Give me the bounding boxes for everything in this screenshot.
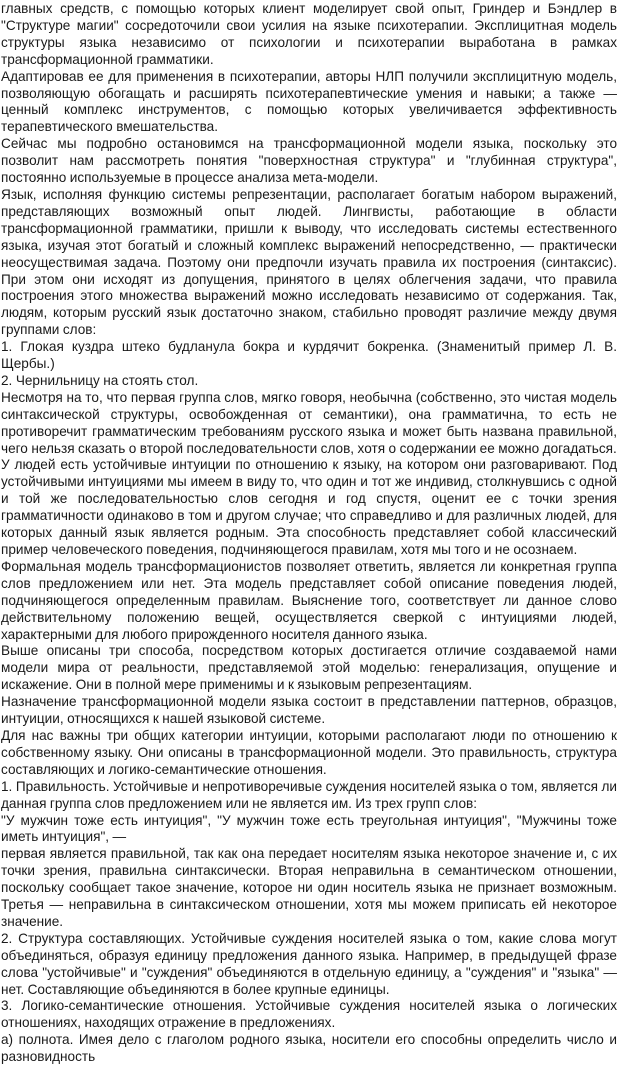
paragraph-three-categories: Для нас важны три общих категории интуиции, которыми располагают люди по отношению к собственному языку. Они описаны в трансформационной модели. Это правильность, структура составляющих и логико-семантические отношения. bbox=[1, 727, 617, 777]
paragraph-intro: главных средств, с помощью которых клиент моделирует свой опыт, Гриндер и Бэндлер в "Структуре магии" сосредоточили свои усилия на языке психотерапии. Эксплицитная модель структуры языка независимо от психологии и психотерапии выработана в рамках трансформационной грамматики. bbox=[1, 1, 617, 67]
paragraph-example-sentences: "У мужчин тоже есть интуиция", "У мужчин тоже есть треугольная интуиция", "Мужчины тоже иметь интуиция", — bbox=[1, 812, 617, 845]
paragraph-three-ways: Выше описаны три способа, посредством которых достигается отличие создаваемой нами модели мира от реальности, представляемой этой моделью: генерализация, опущение и искажение. Они в полной мере применимы и к языковым репрезентациям. bbox=[1, 643, 617, 693]
paragraph-grammaticality: Несмотря на то, что первая группа слов, мягко говоря, необычна (собственно, это чистая модель синтаксической структуры, освобожденная от семантики), она грамматична, то есть не противоречит грамматическим требованиям русского языка и может быть названа правильной, чего нельзя сказать о второй последовательности слов, хотя о содержании ее можно догадаться. bbox=[1, 389, 617, 456]
paragraph-transformational-model: Сейчас мы подробно остановимся на трансформационной модели языка, поскольку это позволит нам рассмотреть понятия "поверхностная структура" и "глубинная структура", постоянно используемые в процессе анализа мета-модели. bbox=[1, 136, 617, 186]
paragraph-item-logical-semantic: 3. Логико-семантические отношения. Устойчивые суждения носителей языка о логических отношениях, находящих отражение в предложениях. bbox=[1, 998, 617, 1031]
paragraph-item-correctness: 1. Правильность. Устойчивые и непротиворечивые суждения носителей языка о том, является ли данная группа слов предложением или не является им. Из трех групп слов: bbox=[1, 778, 617, 811]
paragraph-purpose: Назначение трансформационной модели языка состоит в представлении паттернов, образцов, интуиции, относящихся к нашей языковой системе. bbox=[1, 694, 617, 727]
paragraph-example-1: 1. Глокая куздра штеко будланула бокра и курдячит бокренка. (Знаменитый пример Л. В. Щербы.) bbox=[1, 339, 617, 372]
paragraph-item-completeness: а) полнота. Имея дело с глаголом родного языка, носители его способны определить число и разновидность bbox=[1, 1032, 617, 1065]
paragraph-language-representation: Язык, исполняя функцию системы репрезентации, располагает богатым набором выражений, представляющих возможный опыт людей. Лингвисты, работающие в области трансформационной грамматики, пришли к выводу, что исследовать системы естественного языка, изучая этот богатый и сложный комплекс выражений непосредственно, — практически неосуществимая задача. Поэтому они предпочли изучать правила их построения (синтаксис). При этом они исходят из допущения, принятого в целях облегчения задачи, что правила построения этого множества выражений можно исследовать независимо от содержания. Так, людям, которым русский язык достаточно знаком, стабильно проводят различие между двумя группами слов: bbox=[1, 186, 617, 338]
paragraph-intuitions: У людей есть устойчивые интуиции по отношению к языку, на котором они разговаривают. Под устойчивыми интуициями мы имеем в виду то, что один и тот же индивид, столкнувшись с одной и той же последовательностью слов сегодня и год спустя, оценит ее с точки зрения грамматичности одинаково в том и другом случае; что справедливо и для различных людей, для которых данный язык является родным. Эта способность представляет собой классический пример человеческого поведения, подчиняющегося правилам, хотя мы того и не осознаем. bbox=[1, 457, 617, 557]
paragraph-formal-model: Формальная модель трансформационистов позволяет ответить, является ли конкретная группа слов предложением или нет. Эта модель представляет собой описание поведения людей, подчиняющегося определенным правилам. Выяснение того, соответствует ли данное слово действительному положению вещей, осуществляется сверкой с интуициями людей, характерными для любого прирожденного носителя данного языка. bbox=[1, 558, 617, 642]
paragraph-nlp-adaptation: Адаптировав ее для применения в психотерапии, авторы НЛП получили эксплицитную модель, позволяющую обогащать и расширять психотерапевтические умения и навыки; а также — ценный комплекс инструментов, с помощью которых увеличивается эффективность терапевтического вмешательства. bbox=[1, 68, 617, 135]
paragraph-example-2: 2. Чернильницу на стоять стол. bbox=[1, 372, 199, 388]
paragraph-correctness-explanation: первая является правильной, так как она передает носителям языка некоторое значение и, с их точки зрения, правильна синтаксически. Вторая неправильна в семантическом отношении, поскольку сообщает такое значение, которое ни один носитель языка не признает возможным. Третья — неправильна в синтаксическом отношении, хотя мы можем приписать ей некоторое значение. bbox=[1, 846, 617, 929]
paragraph-item-constituent-structure: 2. Структура составляющих. Устойчивые суждения носителей языка о том, какие слова могут объединяться, образуя единицу предложения данного языка. Например, в предыдущей фразе слова "устойчивые" и "суждения" объединяются в отдельную единицу, а "суждения" и "языка" — нет. Составляющие объединяются в более крупные единицы. bbox=[1, 930, 617, 997]
